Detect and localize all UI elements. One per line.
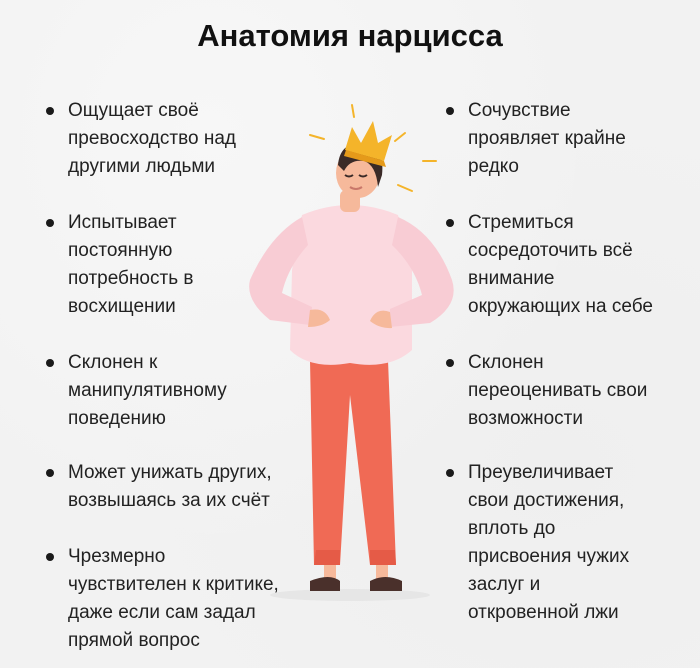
list-item [444, 209, 684, 321]
list-item [444, 459, 684, 627]
list-item-text: Преувеличивает свои достижения, вплоть до присвоения чужих заслуг и откровенной лжи [468, 462, 630, 623]
list-item-text: Склонен переоценивать свои возможности [468, 352, 648, 429]
list-item-text: Чрезмерно чувствителен к критике, даже если сам задал прямой вопрос [68, 546, 279, 651]
list-item-text: Сочувствие проявляет крайне редко [468, 100, 626, 177]
bullet-icon [46, 469, 54, 477]
ground-shadow [270, 589, 430, 601]
bullet-icon [46, 219, 54, 227]
person-illustration [240, 95, 470, 610]
bullet-icon [46, 359, 54, 367]
list-item-text: Испытывает постоянную потребность в восхищении [68, 212, 194, 317]
list-item-text: Может унижать других, возвышаясь за их счёт [68, 462, 272, 511]
bullet-icon [46, 553, 54, 561]
page-title: Анатомия нарцисса [197, 18, 503, 53]
shirt [290, 205, 412, 365]
pants [310, 360, 396, 565]
bullet-icon [46, 107, 54, 115]
list-item-text: Стремиться сосредоточить всё внимание окружающих на себе [468, 212, 653, 317]
list-item-text: Ощущает своё превосходство над другими людьми [68, 100, 236, 177]
list-item [444, 349, 684, 433]
list-item [444, 97, 684, 181]
shoe [310, 577, 340, 591]
list-item-text: Склонен к манипулятивному поведению [68, 352, 227, 429]
shoe [370, 577, 402, 591]
